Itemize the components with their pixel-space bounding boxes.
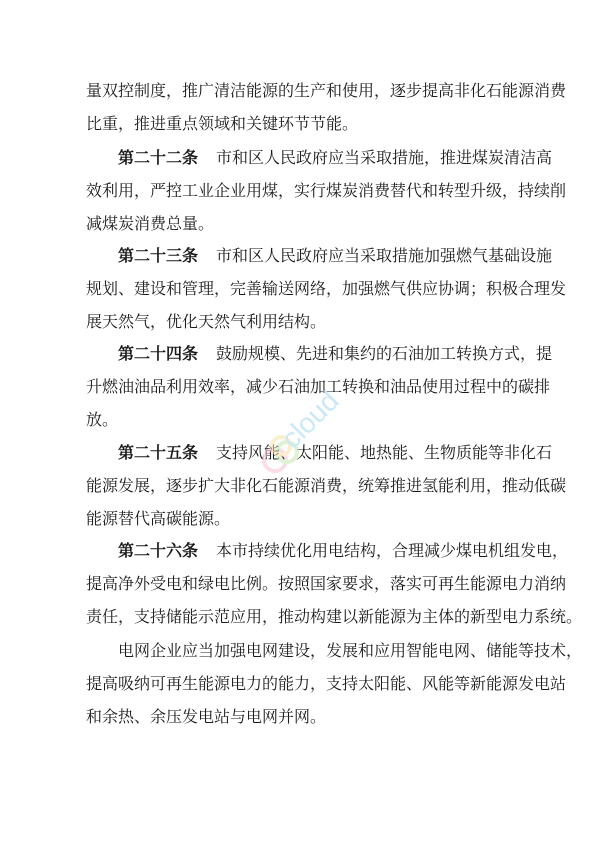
article-26 bbox=[86, 534, 583, 633]
text-line bbox=[86, 239, 553, 272]
article-text: 支持风能、太阳能、地热能、生物质能等非化石 bbox=[216, 443, 553, 462]
paragraph-1 bbox=[86, 74, 567, 140]
text-line: 升燃油油品利用效率，减少石油加工转换和油品使用过程中的碳排 bbox=[86, 377, 551, 396]
article-23 bbox=[86, 239, 567, 338]
text-line bbox=[86, 141, 553, 174]
article-number: 第二十五条 bbox=[118, 443, 199, 462]
article-number: 第二十二条 bbox=[118, 148, 199, 167]
article-22 bbox=[86, 141, 567, 240]
text-line: 责任，支持储能示范应用，推动构建以新能源为主体的新型电力系统。 bbox=[86, 607, 583, 626]
cloud-watermark-icon bbox=[255, 372, 365, 482]
article-text: 本市持续优化用电结构，合理减少煤电机组发电， bbox=[216, 541, 569, 560]
text-line: 效利用，严控工业企业用煤，实行煤炭消费替代和转型升级，持续削 bbox=[86, 181, 567, 200]
article-text: 市和区人民政府应当采取措施加强燃气基础设施 bbox=[216, 246, 553, 265]
text-line: 和余热、余压发电站与电网并网。 bbox=[86, 707, 327, 726]
text-line: 能源发展，逐步扩大非化石能源消费，统筹推进氢能利用，推动低碳 bbox=[86, 476, 567, 495]
text-line: 展天然气，优化天然气利用结构。 bbox=[86, 312, 327, 331]
text-line: 量双控制度，推广清洁能源的生产和使用，逐步提高非化石能源消费 bbox=[86, 81, 567, 100]
text-line: 放。 bbox=[86, 410, 119, 429]
article-text: 市和区人民政府应当采取措施，推进煤炭清洁高 bbox=[216, 148, 553, 167]
text-line bbox=[86, 337, 553, 370]
text-line: 减煤炭消费总量。 bbox=[86, 214, 215, 233]
text-line: 电网企业应当加强电网建设，发展和应用智能电网、储能等技术， bbox=[118, 641, 583, 660]
text-line: 能源替代高碳能源。 bbox=[86, 509, 231, 528]
text-line: 提高吸纳可再生能源电力的能力，支持太阳能、风能等新能源发电站 bbox=[86, 674, 567, 693]
article-number: 第二十三条 bbox=[118, 246, 199, 265]
grid-enterprise-paragraph bbox=[86, 634, 583, 733]
article-number: 第二十六条 bbox=[118, 541, 199, 560]
text-line: 比重，推进重点领域和关键环节节能。 bbox=[86, 114, 359, 133]
article-text: 鼓励规模、先进和集约的石油加工转换方式，提 bbox=[216, 344, 553, 363]
text-line: 提高净外受电和绿电比例。按照国家要求，落实可再生能源电力消纳 bbox=[86, 574, 567, 593]
watermark-text: cloud bbox=[275, 384, 345, 455]
text-line bbox=[86, 534, 569, 567]
article-number: 第二十四条 bbox=[118, 344, 199, 363]
text-line: 规划、建设和管理，完善输送网络，加强燃气供应协调；积极合理发 bbox=[86, 279, 567, 298]
